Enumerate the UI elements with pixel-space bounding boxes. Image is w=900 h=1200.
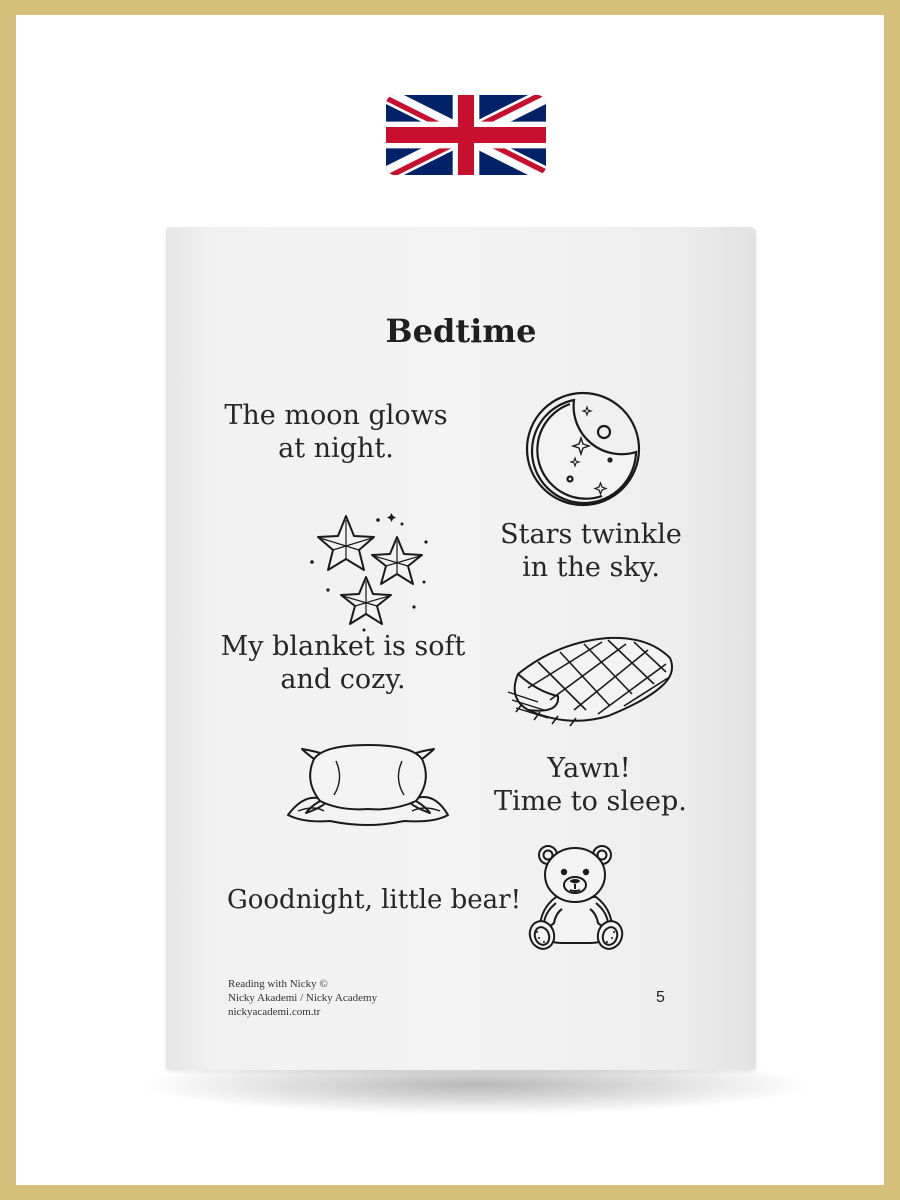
- sentence-line: My blanket is soft: [220, 631, 466, 662]
- blanket-icon: [498, 632, 676, 727]
- credit-line: nickyacademi.com.tr: [228, 1006, 321, 1018]
- sentence-yawn: [494, 752, 687, 818]
- sentence-stars: [496, 518, 686, 584]
- teddy-bear-icon: [526, 839, 626, 951]
- credits: [228, 977, 377, 1019]
- page-frame: [16, 15, 884, 1185]
- booklet-page: [166, 227, 756, 1070]
- uk-flag-icon: [386, 95, 546, 175]
- stars-icon: [306, 512, 431, 632]
- credit-line: Nicky Akademi / Nicky Academy: [228, 992, 378, 1004]
- sentence-line: Time to sleep.: [494, 786, 687, 817]
- sentence-blanket: [216, 630, 470, 696]
- page-title: Bedtime: [385, 312, 537, 350]
- sentence-line: The moon glows: [224, 400, 448, 431]
- sentence-line: and cozy.: [280, 664, 406, 695]
- sentence-line: Stars twinkle: [500, 519, 682, 550]
- sentence-line: at night.: [278, 433, 394, 464]
- pillow-icon: [284, 739, 452, 829]
- sentence-line: Yawn!: [547, 753, 631, 784]
- sentence-moon: [216, 399, 456, 465]
- credit-line: Reading with Nicky ©: [228, 978, 328, 990]
- sentence-line: Goodnight, little bear!: [226, 885, 522, 915]
- sentence-line: in the sky.: [522, 552, 660, 583]
- page-number: 5: [656, 989, 665, 1006]
- sentence-goodnight: [224, 884, 524, 917]
- moon-icon: [524, 390, 642, 508]
